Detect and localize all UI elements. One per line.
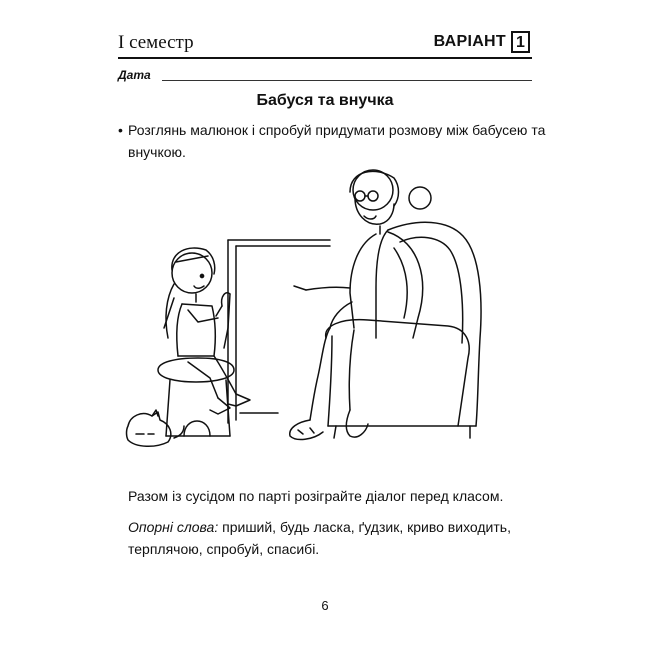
date-row — [118, 68, 532, 84]
semester-label: I семестр — [118, 32, 194, 53]
dialog-instruction: Разом із сусідом по парті розіграйте діалог перед класом. — [128, 488, 504, 504]
page-number: 6 — [321, 598, 329, 613]
cat — [127, 410, 185, 446]
header-rule — [118, 57, 532, 59]
keywords-text: приший, будь ласка, ґудзик, криво виходить, терплячою, спробуй, спасибі. — [128, 519, 511, 557]
task-text: Розглянь малюнок і спробуй придумати розмову між бабусею та внучкою. — [128, 122, 546, 160]
keywords-block — [128, 516, 548, 560]
page-title: Бабуся та внучка — [256, 92, 394, 109]
armchair — [326, 222, 481, 438]
bullet: • — [118, 122, 123, 138]
girl-figure — [164, 248, 250, 414]
date-line — [162, 80, 532, 81]
illustration-grandmother-granddaughter — [118, 158, 532, 458]
variant-label: ВАРІАНТ — [433, 33, 506, 50]
page-header — [118, 28, 532, 58]
keywords-label: Опорні слова: — [128, 519, 219, 535]
date-label: Дата — [118, 68, 151, 82]
variant-number: 1 — [511, 31, 530, 53]
grandmother-figure — [290, 170, 431, 439]
